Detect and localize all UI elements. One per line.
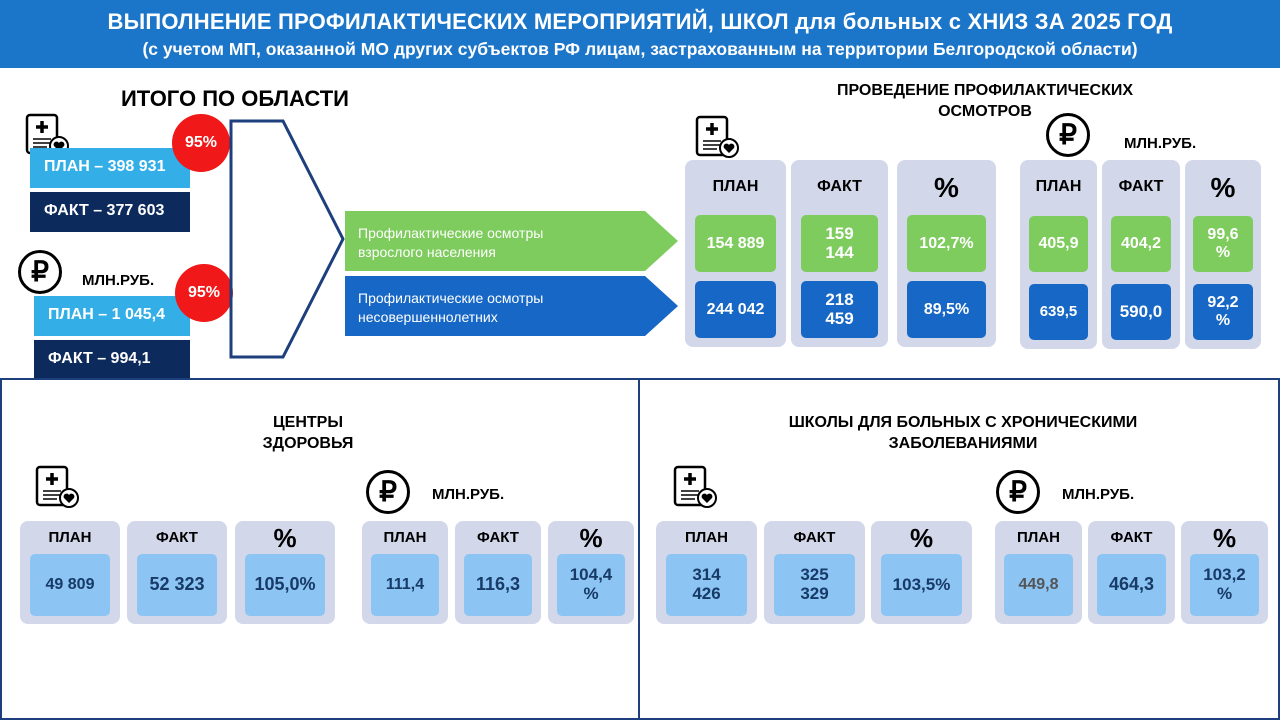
page-subtitle: (с учетом МП, оказанной МО других субъектов РФ лицам, застрахованным на территории Белгородской области) <box>142 39 1138 59</box>
health-centers-count-fact: 52 323 <box>137 554 217 616</box>
exams-minor-money-pct: 92,2 % <box>1193 284 1253 340</box>
exams-money-unit: МЛН.РУБ. <box>1124 135 1197 152</box>
exams-adult-money-fact: 404,2 <box>1111 216 1171 272</box>
bracket-connector <box>228 118 348 360</box>
exams-minor-count-fact: 218 459 <box>801 281 878 338</box>
health-centers-money-plan: 111,4 <box>371 554 439 616</box>
schools-title: ШКОЛЫ ДЛЯ БОЛЬНЫХ С ХРОНИЧЕСКИМИ ЗАБОЛЕВАНИЯМИ <box>788 414 1138 452</box>
minor-exams-label: Профилактические осмотры несовершеннолетних <box>358 290 544 325</box>
exams-minor-count-pct: 89,5% <box>907 281 986 338</box>
exams-title: ПРОВЕДЕНИЕ ПРОФИЛАКТИЧЕСКИХ ОСМОТРОВ <box>836 82 1134 120</box>
health-centers-money-fact-column: ФАКТ 116,3 <box>455 521 541 624</box>
schools-money-unit: МЛН.РУБ. <box>1062 486 1135 503</box>
schools-count-pct: 103,5% <box>881 554 962 616</box>
adult-exams-label: Профилактические осмотры взрослого населения <box>358 225 544 260</box>
exams-adult-count-fact: 159 144 <box>801 215 878 272</box>
schools-money-fact-column: ФАКТ 464,3 <box>1088 521 1175 624</box>
health-centers-count-pct-column: % 105,0% <box>235 521 335 624</box>
schools-money-pct-column: % 103,2 % <box>1181 521 1268 624</box>
ruble-icon: ₽ <box>996 470 1040 514</box>
schools-count-fact: 325 329 <box>774 554 855 616</box>
schools-count-plan: 314 426 <box>666 554 747 616</box>
medical-document-icon <box>672 464 718 510</box>
health-centers-money-fact: 116,3 <box>464 554 532 616</box>
schools-count-pct-column: % 103,5% <box>871 521 972 624</box>
total-money-fact: ФАКТ – 994,1 <box>34 340 190 378</box>
exams-minor-money-plan: 639,5 <box>1029 284 1088 340</box>
medical-document-icon <box>34 464 80 510</box>
ruble-icon: ₽ <box>18 250 62 294</box>
exams-adult-money-pct: 99,6 % <box>1193 216 1253 272</box>
total-count-plan: ПЛАН – 398 931 <box>30 148 190 188</box>
exams-money-pct-column: % 99,6 % 92,2 % <box>1185 160 1261 349</box>
schools-count-plan-column: ПЛАН 314 426 <box>656 521 757 624</box>
exams-minor-count-plan: 244 042 <box>695 281 776 338</box>
exams-adult-count-plan: 154 889 <box>695 215 776 272</box>
health-centers-money-pct: 104,4 % <box>557 554 625 616</box>
schools-money-fact: 464,3 <box>1097 554 1166 616</box>
health-centers-count-pct: 105,0% <box>245 554 325 616</box>
health-centers-count-fact-column: ФАКТ 52 323 <box>127 521 227 624</box>
health-centers-money-pct-column: % 104,4 % <box>548 521 634 624</box>
total-money-plan: ПЛАН – 1 045,4 <box>34 296 190 336</box>
header-banner <box>0 0 1280 68</box>
exams-count-pct-column: % 102,7% 89,5% <box>897 160 996 347</box>
total-title: ИТОГО ПО ОБЛАСТИ <box>120 86 349 111</box>
medical-document-icon <box>694 114 740 160</box>
health-centers-count-plan: 49 809 <box>30 554 110 616</box>
page-title: ВЫПОЛНЕНИЕ ПРОФИЛАКТИЧЕСКИХ МЕРОПРИЯТИЙ, ШКОЛ для больных с ХНИЗ ЗА 2025 ГОД <box>107 9 1173 34</box>
exams-minor-money-fact: 590,0 <box>1111 284 1171 340</box>
total-count-percent-badge: 95% <box>172 114 230 172</box>
total-count-fact: ФАКТ – 377 603 <box>30 192 190 232</box>
exams-adult-count-pct: 102,7% <box>907 215 986 272</box>
exams-money-plan-column: ПЛАН 405,9 639,5 <box>1020 160 1097 349</box>
health-centers-money-unit: МЛН.РУБ. <box>432 486 505 503</box>
exams-money-fact-column: ФАКТ 404,2 590,0 <box>1102 160 1180 349</box>
schools-money-plan-column: ПЛАН 449,8 <box>995 521 1082 624</box>
total-money-unit: МЛН.РУБ. <box>82 272 155 289</box>
health-centers-title: ЦЕНТРЫ ЗДОРОВЬЯ <box>262 414 354 452</box>
ruble-icon: ₽ <box>366 470 410 514</box>
health-centers-count-plan-column: ПЛАН 49 809 <box>20 521 120 624</box>
ruble-icon: ₽ <box>1046 113 1090 157</box>
exams-count-fact-column: ФАКТ 159 144 218 459 <box>791 160 888 347</box>
schools-count-fact-column: ФАКТ 325 329 <box>764 521 865 624</box>
schools-money-pct: 103,2 % <box>1190 554 1259 616</box>
health-centers-money-plan-column: ПЛАН 111,4 <box>362 521 448 624</box>
exams-count-plan-column: ПЛАН 154 889 244 042 <box>685 160 786 347</box>
exams-adult-money-plan: 405,9 <box>1029 216 1088 272</box>
total-money-percent-badge: 95% <box>175 264 233 322</box>
schools-money-plan: 449,8 <box>1004 554 1073 616</box>
